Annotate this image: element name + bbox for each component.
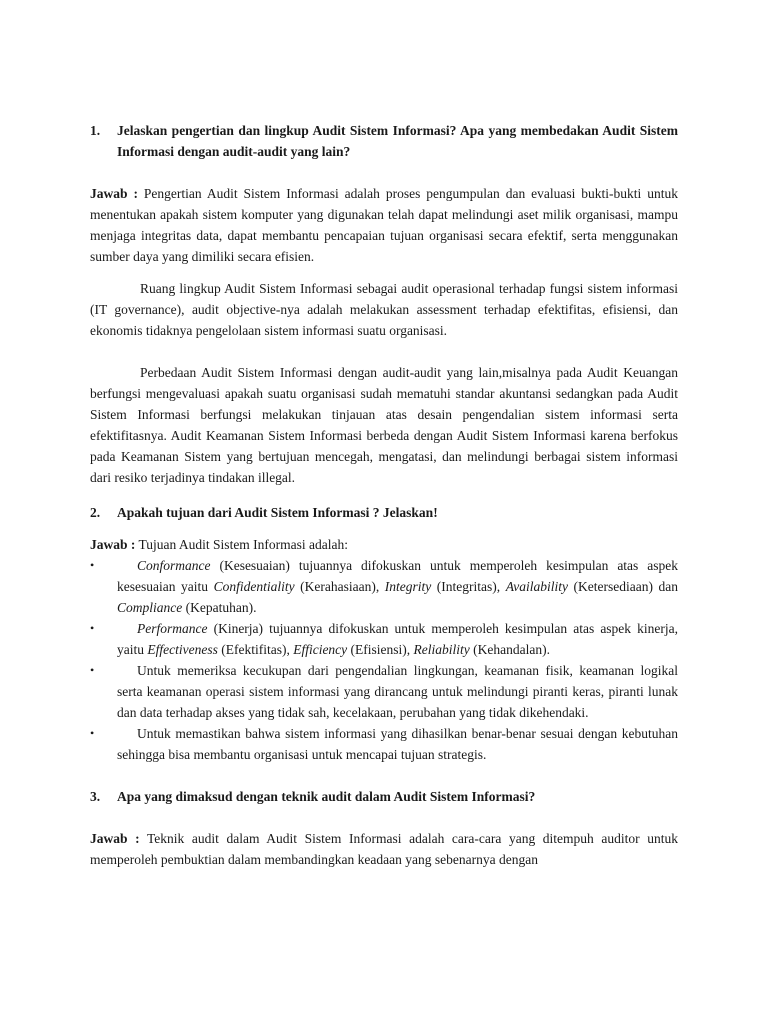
text: (Integritas), xyxy=(431,579,506,594)
bullet-icon: • xyxy=(90,663,95,677)
question-1 xyxy=(90,120,678,162)
objectives-list xyxy=(90,555,678,765)
term: Conformance xyxy=(137,558,211,573)
term: Efficiency xyxy=(293,642,348,657)
answer-text: Teknik audit dalam Audit Sistem Informasi adalah cara-cara yang ditempuh auditor untuk memperoleh pembuktian dalam membandingkan keadaan yang sebenarnya dengan xyxy=(90,831,678,867)
bullet-icon: • xyxy=(90,558,95,572)
question-text: Jelaskan pengertian dan lingkup Audit Sistem Informasi? Apa yang membedakan Audit Sistem Informasi dengan audit-audit yang lain? xyxy=(117,123,678,159)
text: (Kepatuhan). xyxy=(182,600,257,615)
answer-1-definition xyxy=(90,183,678,267)
question-number: 1. xyxy=(90,123,101,138)
term: Performance xyxy=(137,621,208,636)
question-number: 2. xyxy=(90,505,101,520)
answer-1-difference: Perbedaan Audit Sistem Informasi dengan audit-audit yang lain,misalnya pada Audit Keuangan berfungsi mengevaluasi apakah suatu organisasi sudah mematuhi standar akuntansi sedangkan pada Audit Sistem Informasi berfungsi melakukan tinjauan atas desain pengendalian sistem informasi serta efektifitasnya. Audit Keamanan Sistem Informasi berbeda dengan Audit Sistem Informasi karena berfokus pada Keamanan Sistem yang bertujuan mencegah, mengatasi, dan melindungi berbagai sistem informasi dari resiko terjadinya tindakan illegal. xyxy=(90,365,678,485)
term: Reliability xyxy=(413,642,470,657)
answer-label: Jawab : xyxy=(90,831,140,846)
question-3 xyxy=(90,786,678,807)
answer-label: Jawab : xyxy=(90,186,138,201)
term: Effectiveness xyxy=(147,642,218,657)
answer-text: Tujuan Audit Sistem Informasi adalah: xyxy=(138,537,349,552)
text: Untuk memastikan bahwa sistem informasi yang dihasilkan benar-benar sesuai dengan kebutuhan sehingga bisa membantu organisasi untuk mencapai tujuan strategis. xyxy=(117,726,678,762)
text: (Kerahasiaan), xyxy=(294,579,385,594)
document-page xyxy=(90,120,678,870)
question-2 xyxy=(90,502,678,523)
list-item xyxy=(90,723,678,765)
question-text: Apakah tujuan dari Audit Sistem Informasi ? Jelaskan! xyxy=(117,505,438,520)
term: Compliance xyxy=(117,600,183,615)
list-item xyxy=(90,660,678,723)
text: (Efektifitas), xyxy=(217,642,294,657)
list-item xyxy=(90,555,678,618)
bullet-icon: • xyxy=(90,726,95,740)
term: Availability xyxy=(505,579,568,594)
text: (Ketersediaan) dan xyxy=(567,579,678,594)
text: Untuk memeriksa kecukupan dari pengendalian lingkungan, keamanan fisik, keamanan logikal serta keamanan operasi sistem informasi yang dirancang untuk melindungi piranti keras, piranti lunak dan data terhadap akses yang tidak sah, kecelakaan, perubahan yang tidak dikehendaki. xyxy=(117,663,678,720)
bullet-icon: • xyxy=(90,621,95,635)
text: (Efisiensi), xyxy=(347,642,414,657)
answer-3-definition xyxy=(90,828,678,870)
answer-text: Pengertian Audit Sistem Informasi adalah proses pengumpulan dan evaluasi bukti-bukti untuk menentukan apakah sistem komputer yang digunakan telah dapat melindungi aset milik organisasi, mampu menjaga integritas data, dapat membantu pencapaian tujuan organisasi secara efektif, serta menggunakan sumber daya yang dimiliki secara efisien. xyxy=(90,186,679,264)
question-text: Apa yang dimaksud dengan teknik audit dalam Audit Sistem Informasi? xyxy=(117,789,536,804)
term: Integrity xyxy=(384,579,432,594)
text: (Kesesuaian) tujuannya difokuskan untuk memperoleh kesimpulan atas aspek kesesuaian yaitu xyxy=(117,558,678,594)
list-item xyxy=(90,618,678,660)
question-number: 3. xyxy=(90,789,101,804)
text: (Kinerja) tujuannya difokuskan untuk memperoleh kesimpulan atas aspek kinerja, yaitu xyxy=(117,621,678,657)
answer-1-scope: Ruang lingkup Audit Sistem Informasi sebagai audit operasional terhadap fungsi sistem informasi (IT governance), audit objective-nya adalah melakukan assessment terhadap efektifitas, efisiensi, dan ekonomis tidaknya pengelolaan sistem informasi suatu organisasi. xyxy=(90,281,678,338)
answer-label: Jawab : xyxy=(90,537,136,552)
answer-2-intro xyxy=(90,534,678,555)
text: (Kehandalan). xyxy=(469,642,551,657)
term: Confidentiality xyxy=(213,579,295,594)
